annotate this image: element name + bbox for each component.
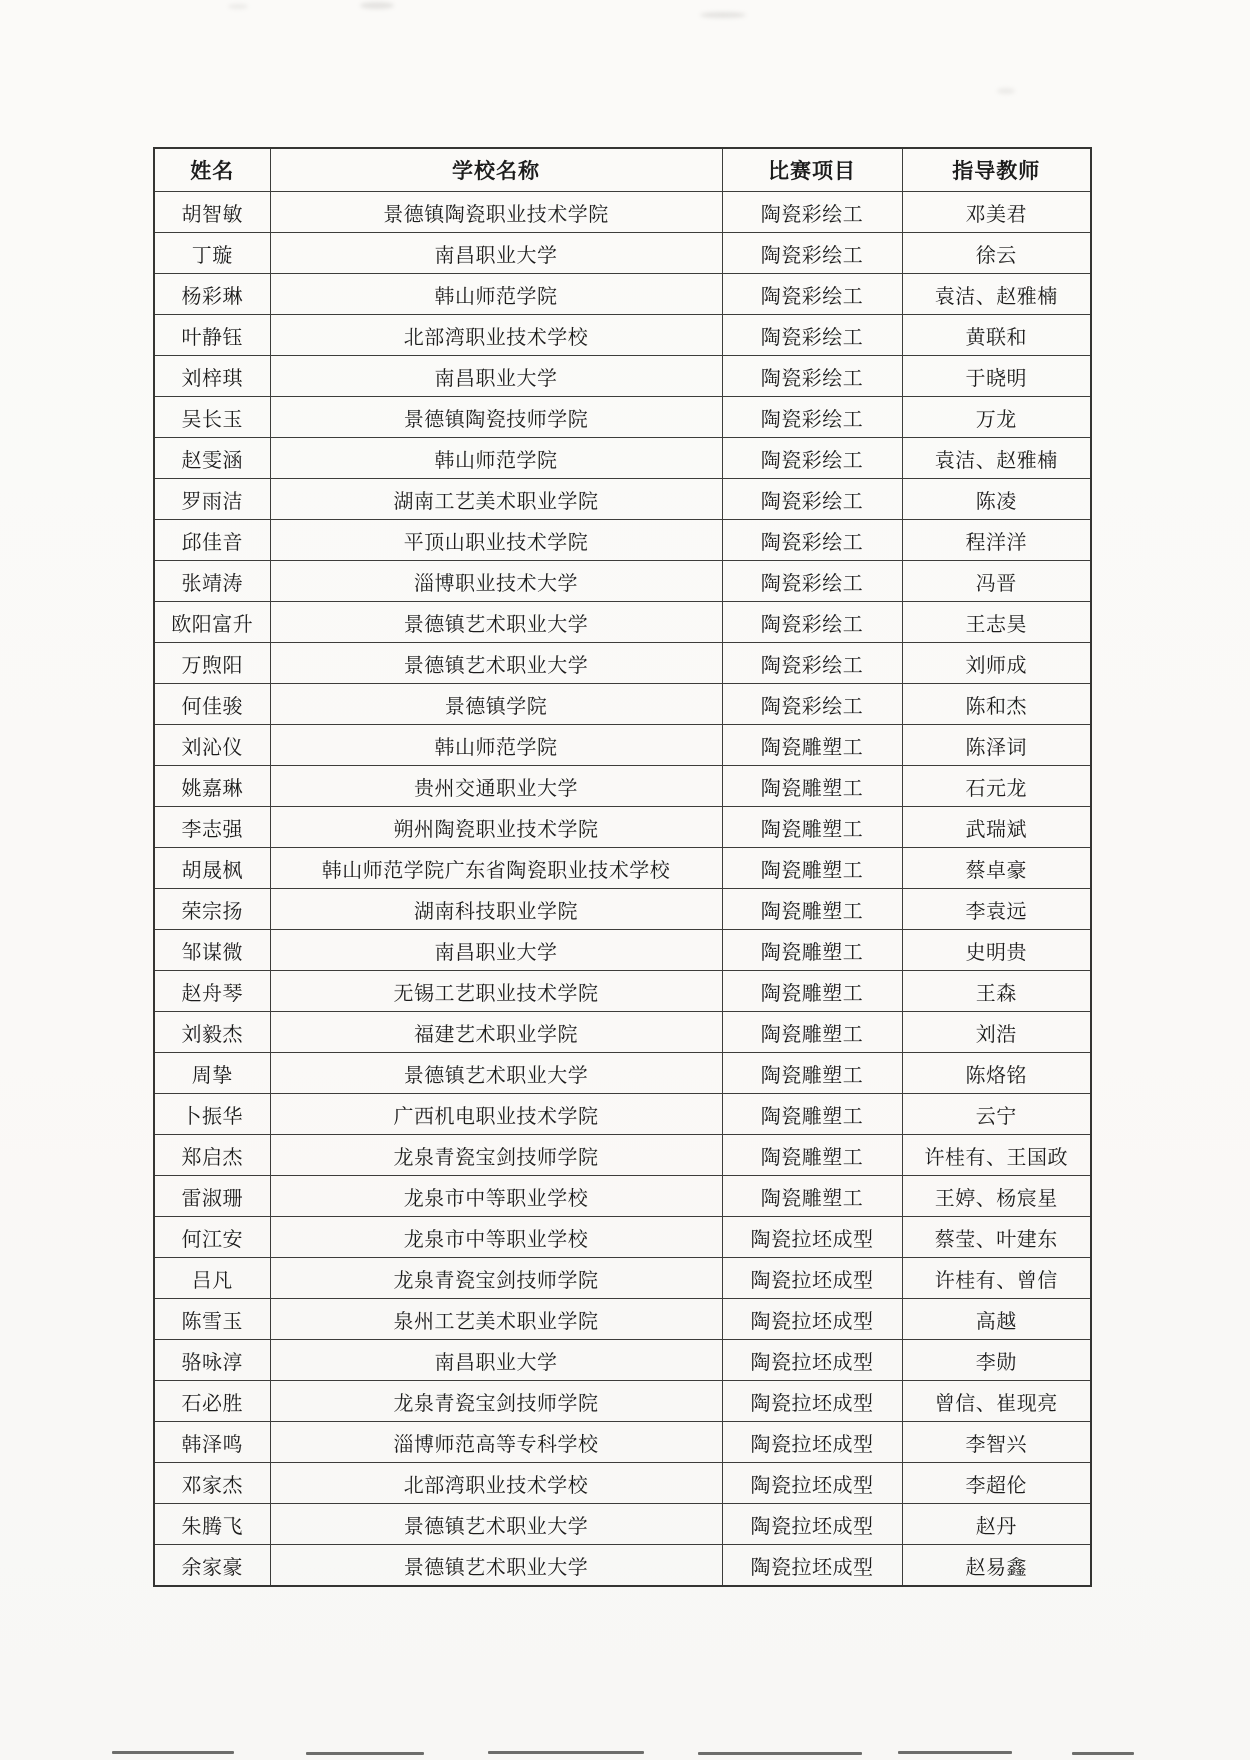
cell-event: 陶瓷彩绘工 <box>722 479 902 520</box>
table-header-row <box>154 148 1091 192</box>
cell-event: 陶瓷彩绘工 <box>722 520 902 561</box>
cell-school: 景德镇艺术职业大学 <box>270 1545 722 1587</box>
cell-school: 湖南工艺美术职业学院 <box>270 479 722 520</box>
cell-event: 陶瓷雕塑工 <box>722 971 902 1012</box>
table-row <box>154 561 1091 602</box>
participants-table <box>153 147 1092 1587</box>
cell-teacher: 曾信、崔现亮 <box>902 1381 1091 1422</box>
cell-event: 陶瓷雕塑工 <box>722 930 902 971</box>
cell-teacher: 袁洁、赵雅楠 <box>902 438 1091 479</box>
cell-event: 陶瓷拉坯成型 <box>722 1422 902 1463</box>
cell-teacher: 袁洁、赵雅楠 <box>902 274 1091 315</box>
cell-teacher: 徐云 <box>902 233 1091 274</box>
table-row <box>154 1340 1091 1381</box>
table-row <box>154 1381 1091 1422</box>
cell-teacher: 高越 <box>902 1299 1091 1340</box>
cell-event: 陶瓷雕塑工 <box>722 1176 902 1217</box>
cell-school: 景德镇艺术职业大学 <box>270 1504 722 1545</box>
cell-teacher: 赵丹 <box>902 1504 1091 1545</box>
table-row <box>154 315 1091 356</box>
cell-teacher: 史明贵 <box>902 930 1091 971</box>
cell-school: 韩山师范学院 <box>270 438 722 479</box>
cell-school: 南昌职业大学 <box>270 356 722 397</box>
cell-name: 丁璇 <box>154 233 270 274</box>
table-row <box>154 1545 1091 1587</box>
table-row <box>154 889 1091 930</box>
cell-name: 郑启杰 <box>154 1135 270 1176</box>
cell-school: 龙泉青瓷宝剑技师学院 <box>270 1381 722 1422</box>
cell-teacher: 陈凌 <box>902 479 1091 520</box>
cell-event: 陶瓷雕塑工 <box>722 725 902 766</box>
cell-teacher: 程洋洋 <box>902 520 1091 561</box>
cell-name: 邓家杰 <box>154 1463 270 1504</box>
cell-event: 陶瓷雕塑工 <box>722 889 902 930</box>
cell-name: 吴长玉 <box>154 397 270 438</box>
cell-school: 龙泉市中等职业学校 <box>270 1217 722 1258</box>
cell-school: 韩山师范学院 <box>270 725 722 766</box>
scan-smudge <box>997 88 1015 94</box>
cell-name: 刘毅杰 <box>154 1012 270 1053</box>
table-row <box>154 1299 1091 1340</box>
cell-event: 陶瓷彩绘工 <box>722 643 902 684</box>
scan-edge-mark <box>488 1751 644 1754</box>
scan-edge-mark <box>306 1752 424 1755</box>
cell-teacher: 陈和杰 <box>902 684 1091 725</box>
cell-teacher: 于晓明 <box>902 356 1091 397</box>
cell-teacher: 李智兴 <box>902 1422 1091 1463</box>
table-row <box>154 725 1091 766</box>
cell-school: 南昌职业大学 <box>270 233 722 274</box>
cell-event: 陶瓷彩绘工 <box>722 233 902 274</box>
cell-name: 李志强 <box>154 807 270 848</box>
cell-name: 陈雪玉 <box>154 1299 270 1340</box>
cell-event: 陶瓷雕塑工 <box>722 1135 902 1176</box>
cell-name: 罗雨洁 <box>154 479 270 520</box>
cell-event: 陶瓷彩绘工 <box>722 315 902 356</box>
cell-event: 陶瓷彩绘工 <box>722 561 902 602</box>
table-row <box>154 602 1091 643</box>
cell-event: 陶瓷彩绘工 <box>722 356 902 397</box>
table-row <box>154 1053 1091 1094</box>
table-row <box>154 356 1091 397</box>
cell-teacher: 王志昊 <box>902 602 1091 643</box>
cell-teacher: 蔡莹、叶建东 <box>902 1217 1091 1258</box>
cell-school: 景德镇陶瓷职业技术学院 <box>270 192 722 233</box>
cell-school: 北部湾职业技术学校 <box>270 1463 722 1504</box>
header-teacher: 指导教师 <box>902 148 1091 192</box>
cell-name: 姚嘉琳 <box>154 766 270 807</box>
cell-event: 陶瓷拉坯成型 <box>722 1299 902 1340</box>
table-row <box>154 274 1091 315</box>
cell-name: 余家豪 <box>154 1545 270 1587</box>
cell-teacher: 武瑞斌 <box>902 807 1091 848</box>
cell-name: 周挚 <box>154 1053 270 1094</box>
table-row <box>154 233 1091 274</box>
cell-event: 陶瓷彩绘工 <box>722 192 902 233</box>
cell-school: 北部湾职业技术学校 <box>270 315 722 356</box>
cell-event: 陶瓷拉坯成型 <box>722 1340 902 1381</box>
scan-edge-mark <box>898 1751 1012 1754</box>
cell-name: 邱佳音 <box>154 520 270 561</box>
cell-school: 淄博职业技术大学 <box>270 561 722 602</box>
table-row <box>154 192 1091 233</box>
header-school: 学校名称 <box>270 148 722 192</box>
cell-event: 陶瓷彩绘工 <box>722 602 902 643</box>
cell-name: 张靖涛 <box>154 561 270 602</box>
header-name: 姓名 <box>154 148 270 192</box>
cell-event: 陶瓷雕塑工 <box>722 807 902 848</box>
cell-event: 陶瓷拉坯成型 <box>722 1381 902 1422</box>
cell-teacher: 刘师成 <box>902 643 1091 684</box>
cell-event: 陶瓷雕塑工 <box>722 1094 902 1135</box>
cell-teacher: 赵易鑫 <box>902 1545 1091 1587</box>
table-row <box>154 930 1091 971</box>
cell-teacher: 李勋 <box>902 1340 1091 1381</box>
cell-event: 陶瓷拉坯成型 <box>722 1217 902 1258</box>
table-row <box>154 397 1091 438</box>
cell-teacher: 万龙 <box>902 397 1091 438</box>
cell-name: 胡智敏 <box>154 192 270 233</box>
cell-school: 广西机电职业技术学院 <box>270 1094 722 1135</box>
table-row <box>154 807 1091 848</box>
table-row <box>154 643 1091 684</box>
cell-event: 陶瓷拉坯成型 <box>722 1258 902 1299</box>
cell-event: 陶瓷拉坯成型 <box>722 1504 902 1545</box>
cell-event: 陶瓷雕塑工 <box>722 848 902 889</box>
table-row <box>154 1094 1091 1135</box>
cell-name: 刘沁仪 <box>154 725 270 766</box>
cell-teacher: 黄联和 <box>902 315 1091 356</box>
scan-smudge <box>360 2 394 9</box>
cell-name: 赵舟琴 <box>154 971 270 1012</box>
cell-name: 荣宗扬 <box>154 889 270 930</box>
cell-name: 雷淑珊 <box>154 1176 270 1217</box>
cell-event: 陶瓷拉坯成型 <box>722 1545 902 1587</box>
cell-name: 卜振华 <box>154 1094 270 1135</box>
cell-teacher: 李超伦 <box>902 1463 1091 1504</box>
cell-teacher: 蔡卓豪 <box>902 848 1091 889</box>
cell-event: 陶瓷雕塑工 <box>722 1053 902 1094</box>
table-body <box>154 192 1091 1587</box>
cell-name: 朱腾飞 <box>154 1504 270 1545</box>
table-row <box>154 1135 1091 1176</box>
cell-name: 杨彩琳 <box>154 274 270 315</box>
table-row <box>154 1217 1091 1258</box>
scan-edge-mark <box>1072 1752 1134 1755</box>
table-row <box>154 684 1091 725</box>
cell-name: 刘梓琪 <box>154 356 270 397</box>
cell-name: 何江安 <box>154 1217 270 1258</box>
cell-name: 骆咏淳 <box>154 1340 270 1381</box>
cell-name: 欧阳富升 <box>154 602 270 643</box>
table-row <box>154 971 1091 1012</box>
cell-teacher: 许桂有、王国政 <box>902 1135 1091 1176</box>
cell-school: 贵州交通职业大学 <box>270 766 722 807</box>
table-row <box>154 1463 1091 1504</box>
cell-school: 南昌职业大学 <box>270 1340 722 1381</box>
cell-teacher: 李袁远 <box>902 889 1091 930</box>
cell-name: 万煦阳 <box>154 643 270 684</box>
cell-event: 陶瓷雕塑工 <box>722 1012 902 1053</box>
cell-name: 韩泽鸣 <box>154 1422 270 1463</box>
cell-teacher: 石元龙 <box>902 766 1091 807</box>
cell-name: 赵雯涵 <box>154 438 270 479</box>
cell-school: 朔州陶瓷职业技术学院 <box>270 807 722 848</box>
table-row <box>154 438 1091 479</box>
cell-name: 叶静钰 <box>154 315 270 356</box>
table-row <box>154 766 1091 807</box>
cell-school: 湖南科技职业学院 <box>270 889 722 930</box>
cell-school: 韩山师范学院广东省陶瓷职业技术学校 <box>270 848 722 889</box>
cell-school: 无锡工艺职业技术学院 <box>270 971 722 1012</box>
scan-edge-mark <box>698 1752 862 1755</box>
cell-school: 景德镇陶瓷技师学院 <box>270 397 722 438</box>
cell-school: 泉州工艺美术职业学院 <box>270 1299 722 1340</box>
cell-event: 陶瓷彩绘工 <box>722 684 902 725</box>
table-row <box>154 1504 1091 1545</box>
cell-teacher: 陈烙铭 <box>902 1053 1091 1094</box>
cell-school: 淄博师范高等专科学校 <box>270 1422 722 1463</box>
cell-school: 龙泉青瓷宝剑技师学院 <box>270 1258 722 1299</box>
table-row <box>154 1012 1091 1053</box>
scan-edge-mark <box>112 1751 234 1754</box>
cell-event: 陶瓷拉坯成型 <box>722 1463 902 1504</box>
cell-teacher: 许桂有、曾信 <box>902 1258 1091 1299</box>
cell-school: 平顶山职业技术学院 <box>270 520 722 561</box>
cell-event: 陶瓷雕塑工 <box>722 766 902 807</box>
cell-event: 陶瓷彩绘工 <box>722 397 902 438</box>
cell-teacher: 邓美君 <box>902 192 1091 233</box>
table-row <box>154 479 1091 520</box>
cell-event: 陶瓷彩绘工 <box>722 438 902 479</box>
cell-school: 福建艺术职业学院 <box>270 1012 722 1053</box>
cell-school: 景德镇艺术职业大学 <box>270 1053 722 1094</box>
table-row <box>154 1422 1091 1463</box>
cell-name: 何佳骏 <box>154 684 270 725</box>
cell-school: 景德镇艺术职业大学 <box>270 643 722 684</box>
cell-name: 石必胜 <box>154 1381 270 1422</box>
cell-name: 吕凡 <box>154 1258 270 1299</box>
cell-teacher: 王婷、杨宸星 <box>902 1176 1091 1217</box>
cell-teacher: 刘浩 <box>902 1012 1091 1053</box>
cell-school: 景德镇艺术职业大学 <box>270 602 722 643</box>
cell-school: 龙泉市中等职业学校 <box>270 1176 722 1217</box>
cell-name: 邹谋微 <box>154 930 270 971</box>
header-event: 比赛项目 <box>722 148 902 192</box>
cell-event: 陶瓷彩绘工 <box>722 274 902 315</box>
cell-teacher: 陈泽词 <box>902 725 1091 766</box>
cell-school: 龙泉青瓷宝剑技师学院 <box>270 1135 722 1176</box>
table-row <box>154 1176 1091 1217</box>
cell-school: 南昌职业大学 <box>270 930 722 971</box>
table-row <box>154 1258 1091 1299</box>
scan-smudge <box>700 12 746 18</box>
cell-school: 韩山师范学院 <box>270 274 722 315</box>
table-row <box>154 848 1091 889</box>
cell-name: 胡晟枫 <box>154 848 270 889</box>
table-row <box>154 520 1091 561</box>
scan-smudge <box>228 4 248 9</box>
cell-teacher: 云宁 <box>902 1094 1091 1135</box>
cell-teacher: 王森 <box>902 971 1091 1012</box>
cell-school: 景德镇学院 <box>270 684 722 725</box>
cell-teacher: 冯晋 <box>902 561 1091 602</box>
